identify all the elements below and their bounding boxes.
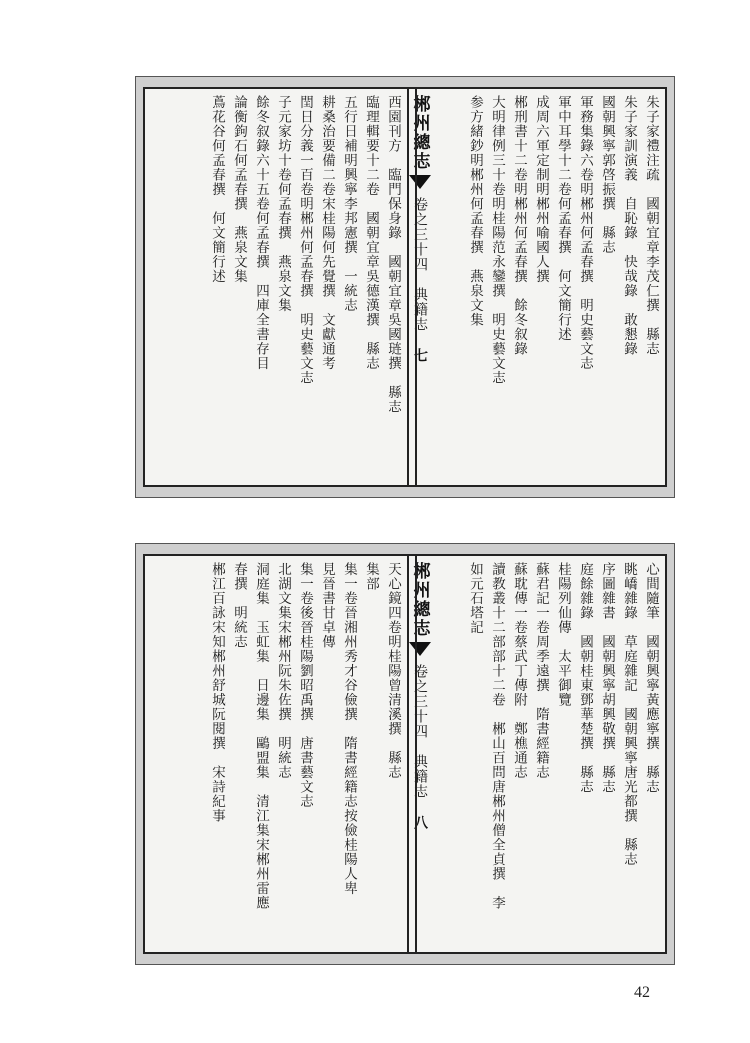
text-column: 蘇耽傳一卷蔡武丁傳附 鄭樵通志 (511, 562, 527, 780)
page-sheet (143, 554, 667, 954)
section-heading: 集部 (363, 562, 379, 591)
text-column: 見晉書甘卓傳 (319, 562, 335, 649)
text-column: 集一卷晉湘州秀才谷儉撰 隋書經籍志按儉桂陽人卑 (341, 562, 357, 896)
left-half (145, 556, 409, 952)
text-column: 國朝興寧郭啓振撰 縣志 (599, 95, 615, 255)
text-column: 成周六軍定制明郴州喻國人撰 (533, 95, 549, 284)
text-column: 春撰 明統志 (231, 562, 247, 649)
folio-number: 七 (412, 348, 428, 362)
text-column: 北湖文集宋郴州阮朱佐撰 明統志 (275, 562, 291, 780)
text-column: 集一卷後晉桂陽劉昭禹撰 唐書藝文志 (297, 562, 313, 809)
text-column: 心間隨筆 國朝興寧黃應寧撰 縣志 (643, 562, 659, 794)
page-sheet (143, 87, 667, 487)
text-column: 論衡鉤石何孟春撰 燕泉文集 (231, 95, 247, 284)
right-half (415, 89, 665, 485)
book-title: 郴州總志 (409, 562, 430, 638)
right-half (415, 556, 665, 952)
page-number: 42 (634, 984, 650, 1001)
text-column: 子元家坊十卷何孟春撰 燕泉文集 (275, 95, 291, 313)
text-column: 蔦花谷何孟春撰 何文簡行述 (209, 95, 225, 284)
text-column: 桂陽列仙傳 太平御覽 (555, 562, 571, 707)
text-column: 眺嶠雜錄 草庭雜記 國朝興寧唐光都撰 縣志 (621, 562, 637, 867)
text-column: 西園刊方 臨門保身錄 國朝宜章吳國琏撰 縣志 (385, 95, 401, 414)
scan-bottom-page (135, 543, 675, 965)
text-column: 郴刑書十二卷明郴州何孟春撰 餘冬叙錄 (511, 95, 527, 356)
text-column: 五行日補明興寧李邦憲撰 一統志 (341, 95, 357, 313)
text-column: 天心鏡四卷明桂陽曾清溪撰 縣志 (385, 562, 401, 780)
text-column: 洞庭集 玉虹集 日邊集 鷗盟集 清江集宋郴州雷應 (253, 562, 269, 910)
text-column: 序圖雜書 國朝興寧胡興敬撰 縣志 (599, 562, 615, 794)
text-column: 如元石塔記 (467, 562, 483, 635)
volume-label: 卷之三十四 典籍志 (412, 664, 428, 799)
text-column: 庭餘雜錄 國朝桂東鄧華楚撰 縣志 (577, 562, 593, 794)
text-column: 軍務集錄六卷明郴州何孟春撰 明史藝文志 (577, 95, 593, 371)
text-column: 蘇君記一卷周季遠撰 隋書經籍志 (533, 562, 549, 780)
volume-label: 卷之三十四 典籍志 (412, 197, 428, 332)
text-column: 参方緒鈔明郴州何孟春撰 燕泉文集 (467, 95, 483, 327)
scan-top-page (135, 76, 675, 498)
folio-number: 八 (412, 815, 428, 829)
text-column: 臨理輯要十二卷 國朝宜章吳德漢撰 縣志 (363, 95, 379, 371)
text-column: 閏日分義一百卷明郴州何孟春撰 明史藝文志 (297, 95, 313, 385)
text-column: 軍中耳學十二卷何孟春撰 何文簡行述 (555, 95, 571, 342)
text-column: 耕桑治要備二卷宋桂陽何先覺撰 文獻通考 (319, 95, 335, 371)
text-column: 讀教叢十二部部十二卷 郴山百問唐郴州僧全貞撰 李 (489, 562, 505, 910)
text-column: 餘冬叙錄六十五卷何孟春撰 四庫全書存目 (253, 95, 269, 371)
text-column: 大明律例三十卷明桂陽范永鑾撰 明史藝文志 (489, 95, 505, 385)
text-column: 朱子家訓演義 自恥錄 快哉錄 敢懇錄 (621, 95, 637, 356)
left-half (145, 89, 409, 485)
text-column: 郴江百詠宋知郴州舒城阮閱撰 宋詩紀事 (209, 562, 225, 823)
book-title: 郴州總志 (409, 95, 430, 171)
text-column: 朱子家禮注疏 國朝宜章李茂仁撰 縣志 (643, 95, 659, 356)
